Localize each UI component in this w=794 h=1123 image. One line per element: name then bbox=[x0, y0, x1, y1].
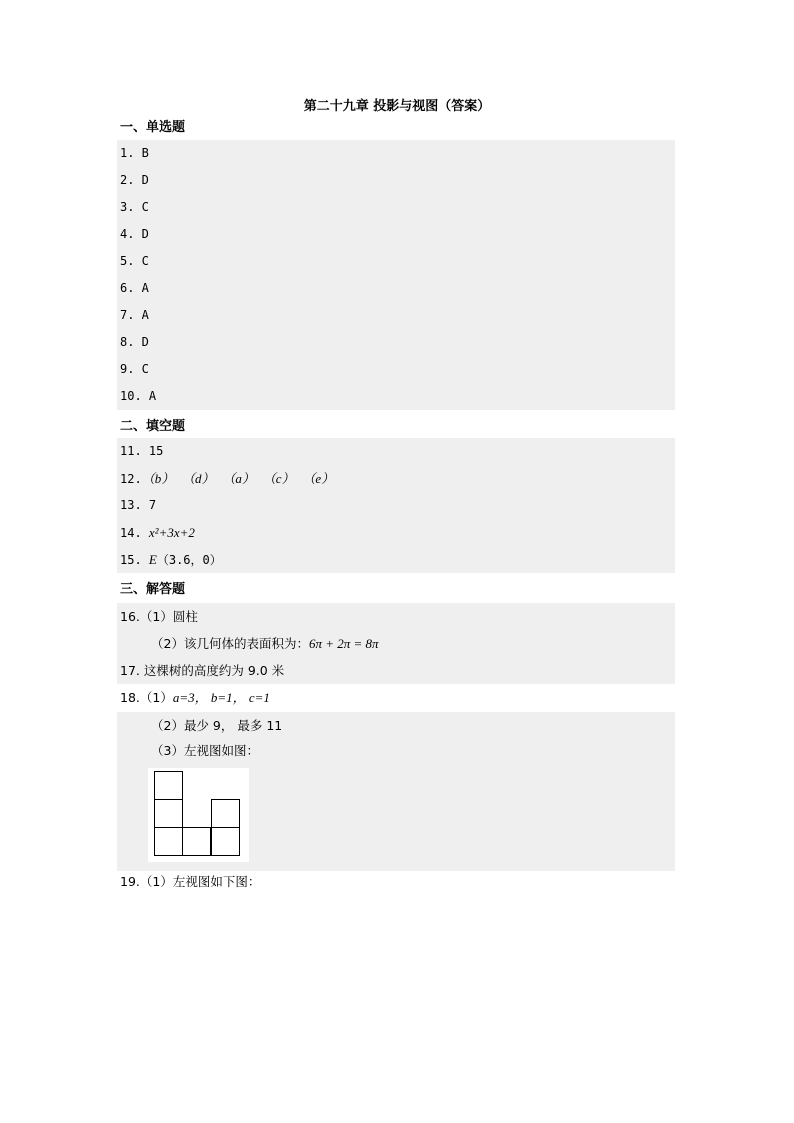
answer-15 bbox=[117, 546, 675, 573]
answer-9: 9. C bbox=[117, 356, 675, 383]
answer-15-coords: （3.6，0） bbox=[156, 553, 222, 567]
answer-18-part-2: （2）最少 9， 最多 11 bbox=[151, 718, 283, 733]
figure-square bbox=[182, 827, 211, 856]
answer-12-item: （d） bbox=[182, 471, 215, 486]
answer-14-expression: x²+3x+2 bbox=[148, 525, 195, 540]
answer-18-part-1-values: a=3， b=1， c=1 bbox=[172, 690, 270, 705]
section-heading-single-choice: 一、单选题 bbox=[120, 120, 186, 135]
answer-10: 10. A bbox=[117, 383, 675, 410]
answer-1: 1. B bbox=[117, 140, 675, 167]
figure-square bbox=[211, 799, 240, 828]
answer-16-part-2 bbox=[117, 630, 675, 657]
answer-11: 11. 15 bbox=[117, 438, 675, 465]
answer-12-item: （b） bbox=[141, 471, 175, 486]
figure-square bbox=[154, 771, 183, 800]
answer-2: 2. D bbox=[117, 167, 675, 194]
answer-15-point: E bbox=[148, 552, 157, 567]
answer-8: 8. D bbox=[117, 329, 675, 356]
answer-14 bbox=[117, 519, 675, 546]
section-heading-solutions: 三、解答题 bbox=[120, 582, 186, 597]
answer-14-number: 14. bbox=[120, 526, 149, 540]
answer-18-part-3: （3）左视图如图： bbox=[151, 743, 259, 758]
figure-square bbox=[154, 827, 183, 856]
answer-12-number: 12. bbox=[120, 472, 142, 486]
section-heading-fill-blank: 二、填空题 bbox=[120, 419, 186, 434]
answer-15-number: 15. bbox=[120, 553, 149, 567]
page-title: 第二十九章 投影与视图（答案） bbox=[303, 99, 491, 114]
left-view-figure bbox=[148, 768, 249, 862]
answer-13: 13. 7 bbox=[117, 492, 675, 519]
answer-18-part-1-label: 18.（1） bbox=[120, 690, 173, 705]
answer-12-item: （e） bbox=[302, 471, 335, 486]
figure-square bbox=[154, 799, 183, 828]
answer-16-part-2-text: （2）该几何体的表面积为： bbox=[151, 636, 309, 651]
answer-3: 3. C bbox=[117, 194, 675, 221]
answer-6: 6. A bbox=[117, 275, 675, 302]
answer-18-block bbox=[117, 712, 675, 871]
figure-square bbox=[211, 827, 240, 856]
answer-12 bbox=[117, 465, 675, 492]
answer-17: 17. 这棵树的高度约为 9.0 米 bbox=[117, 657, 675, 684]
answer-19-part-1: 19.（1）左视图如下图： bbox=[120, 874, 261, 889]
answer-16-part-1: 16.（1）圆柱 bbox=[117, 603, 675, 630]
answer-18-part-1 bbox=[117, 684, 675, 711]
answer-16-part-2-formula: 6π + 2π = 8π bbox=[308, 636, 379, 651]
answer-7: 7. A bbox=[117, 302, 675, 329]
answer-4: 4. D bbox=[117, 221, 675, 248]
answer-5: 5. C bbox=[117, 248, 675, 275]
answer-12-item: （a） bbox=[222, 471, 255, 486]
answer-12-item: （c） bbox=[262, 471, 295, 486]
